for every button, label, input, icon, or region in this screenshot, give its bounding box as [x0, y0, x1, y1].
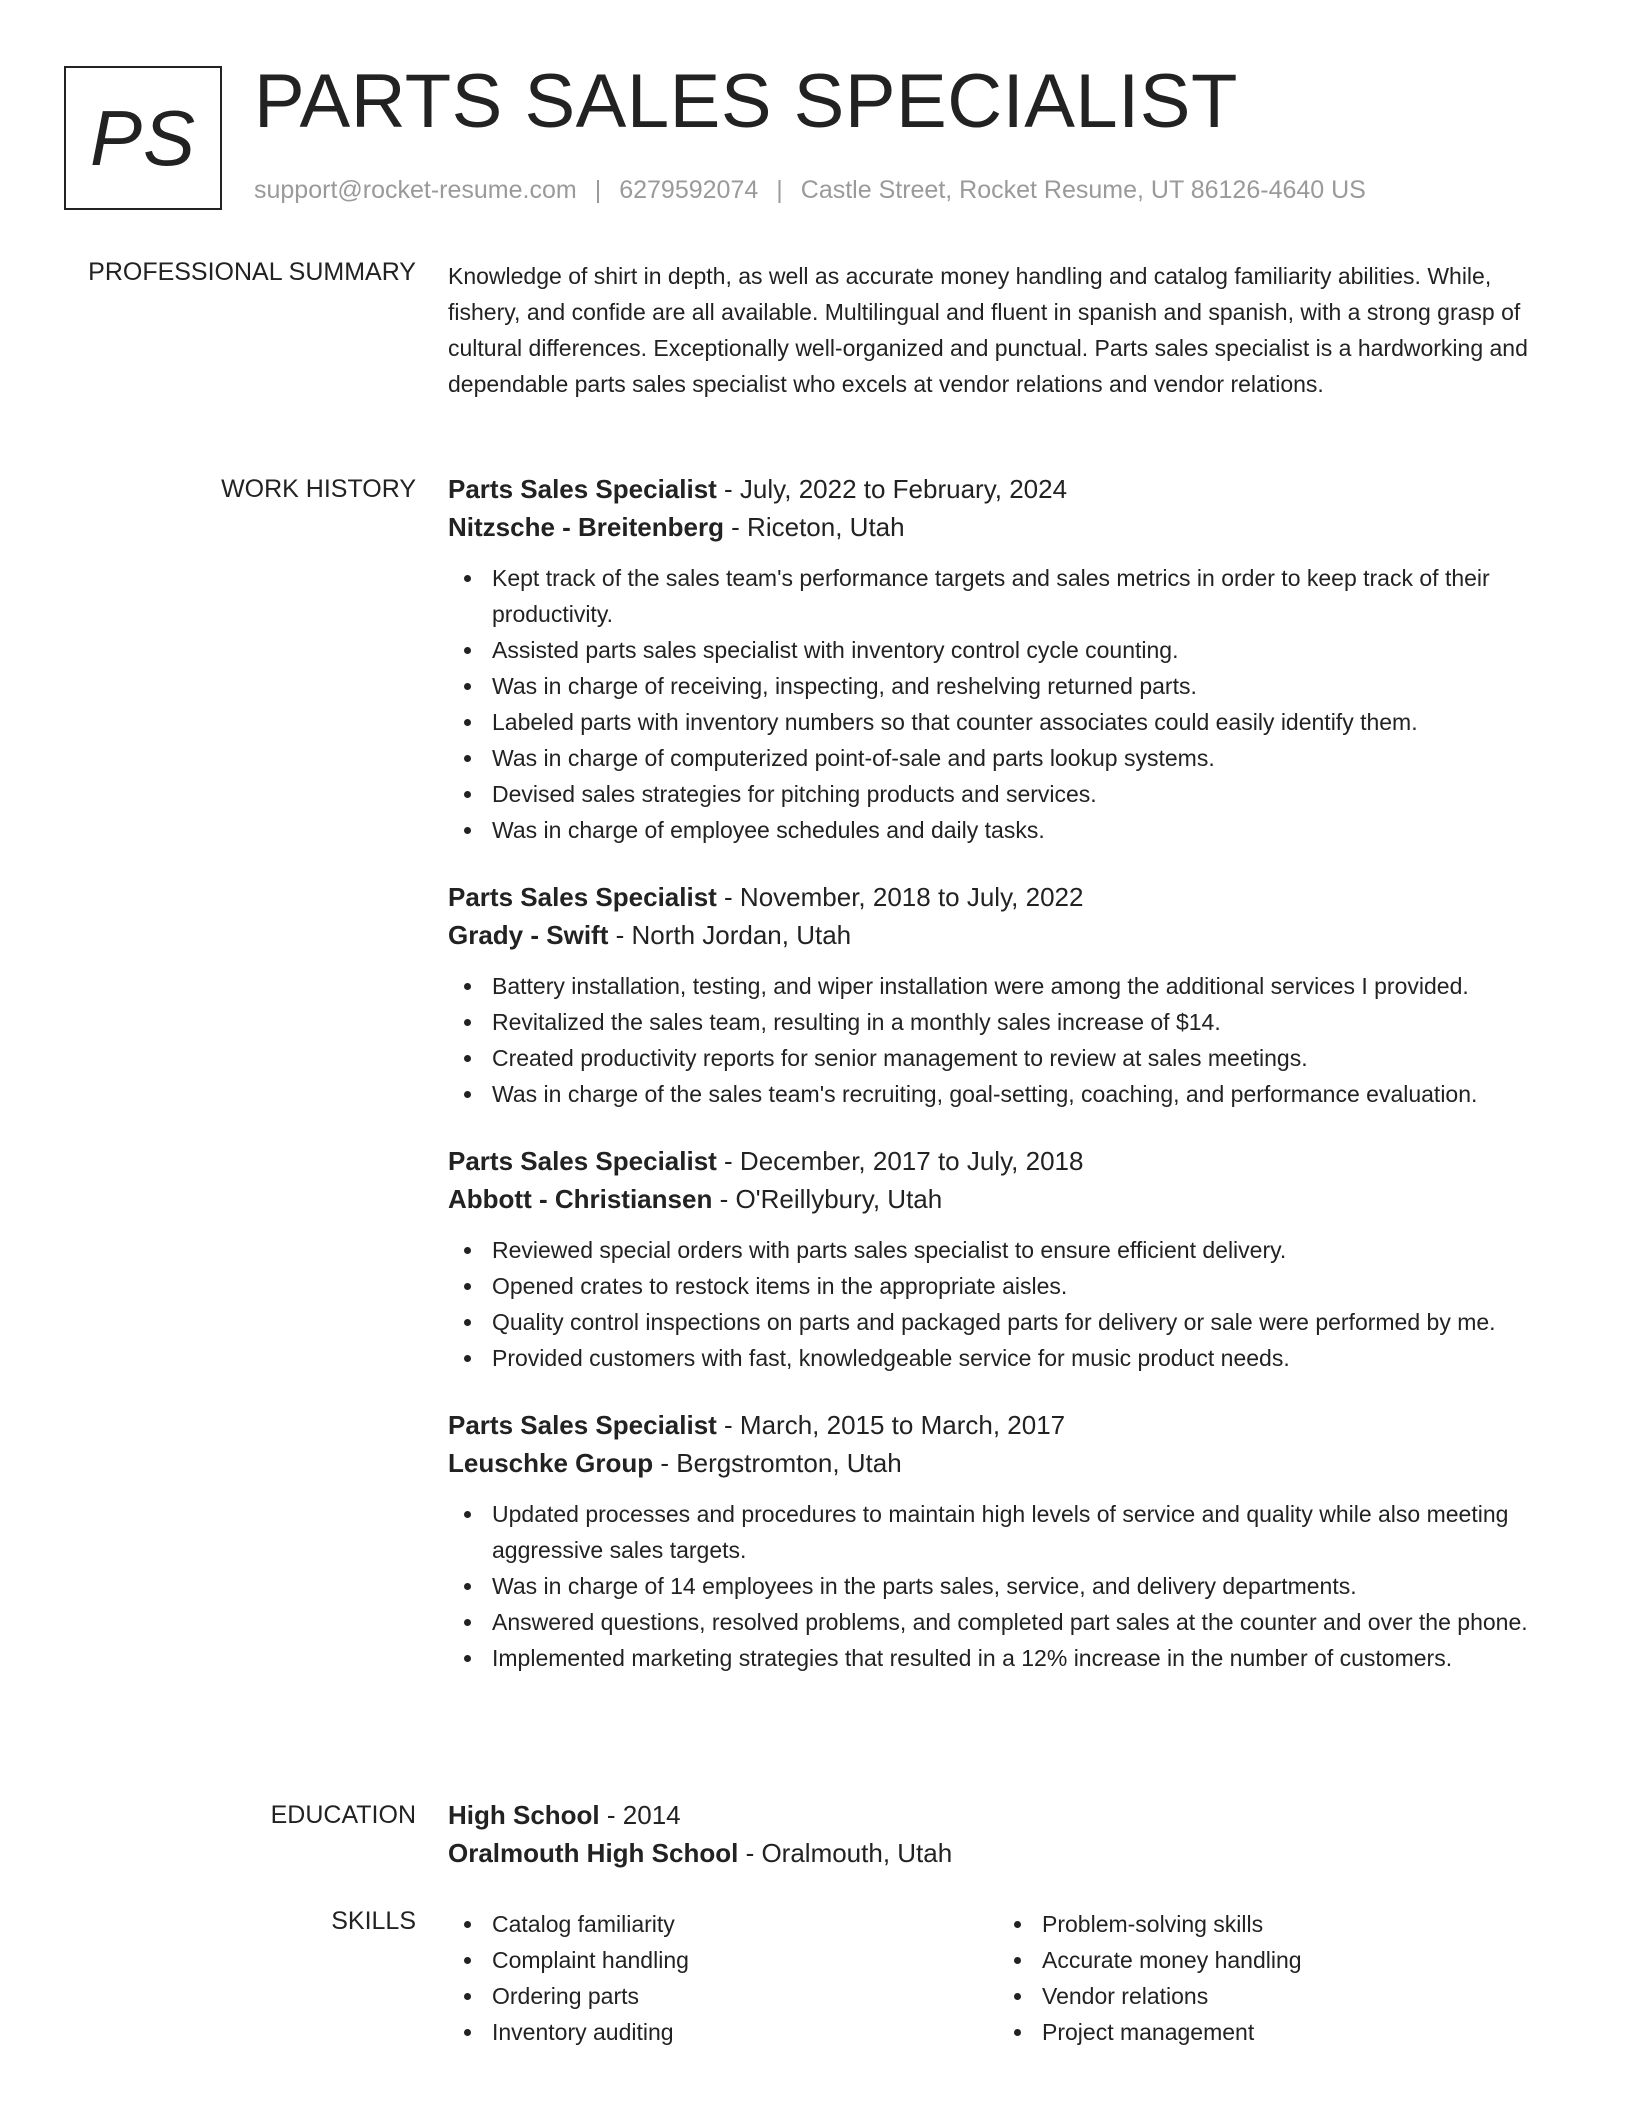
job-entry	[448, 878, 1568, 1112]
job-bullet: Implemented marketing strategies that resulted in a 12% increase in the number of customers.	[448, 1640, 1568, 1676]
education-degree-line	[448, 1796, 1568, 1834]
skill-item: Catalog familiarity	[448, 1906, 998, 1942]
job-bullet: Answered questions, resolved problems, and completed part sales at the counter and over the phone.	[448, 1604, 1568, 1640]
job-bullets	[448, 968, 1568, 1112]
contact-separator: |	[776, 176, 783, 204]
job-bullet: Battery installation, testing, and wiper installation were among the additional services I provided.	[448, 968, 1568, 1004]
job-dates: - November, 2018 to July, 2022	[716, 882, 1084, 912]
job-dates: - March, 2015 to March, 2017	[716, 1410, 1066, 1440]
education-body	[448, 1796, 1568, 1872]
job-bullet: Devised sales strategies for pitching products and services.	[448, 776, 1568, 812]
job-title: Parts Sales Specialist	[448, 1410, 717, 1440]
skill-item: Project management	[998, 2014, 1548, 2050]
job-bullets	[448, 1496, 1568, 1676]
skills-list	[448, 1906, 998, 2050]
job-title-line	[448, 878, 1568, 916]
job-bullet: Was in charge of receiving, inspecting, and reshelving returned parts.	[448, 668, 1568, 704]
job-bullet: Provided customers with fast, knowledgeable service for music product needs.	[448, 1340, 1568, 1376]
job-title: Parts Sales Specialist	[448, 882, 717, 912]
job-bullet: Assisted parts sales specialist with inventory control cycle counting.	[448, 632, 1568, 668]
job-company-line	[448, 1444, 1568, 1482]
skill-item: Inventory auditing	[448, 2014, 998, 2050]
work-history-heading: WORK HISTORY	[221, 475, 416, 503]
job-bullet: Created productivity reports for senior management to review at sales meetings.	[448, 1040, 1568, 1076]
education-degree: High School	[448, 1800, 600, 1830]
job-bullet: Was in charge of computerized point-of-sale and parts lookup systems.	[448, 740, 1568, 776]
job-title-line	[448, 1406, 1568, 1444]
job-bullet: Opened crates to restock items in the appropriate aisles.	[448, 1268, 1568, 1304]
job-dates: - July, 2022 to February, 2024	[716, 474, 1068, 504]
contact-email: support@rocket-resume.com	[254, 176, 577, 204]
job-bullet: Reviewed special orders with parts sales specialist to ensure efficient delivery.	[448, 1232, 1568, 1268]
job-title-line	[448, 470, 1568, 508]
job-company: Nitzsche - Breitenberg	[448, 512, 724, 542]
job-bullets	[448, 560, 1568, 848]
job-company: Grady - Swift	[448, 920, 609, 950]
summary-text: Knowledge of shirt in depth, as well as accurate money handling and catalog familiarity abilities. While, fishery, and confide are all available. Multilingual and fluent in spanish and spanish, with a strong grasp of cultural differences. Exceptionally well-organized and punctual. Parts sales specialist is a hardworking and dependable parts sales specialist who excels at vendor relations and vendor relations.	[448, 263, 1528, 397]
skill-item: Complaint handling	[448, 1942, 998, 1978]
job-location: - Bergstromton, Utah	[653, 1448, 902, 1478]
education-location: - Oralmouth, Utah	[738, 1838, 953, 1868]
skill-item: Accurate money handling	[998, 1942, 1548, 1978]
education-school-line	[448, 1834, 1568, 1872]
education-school: Oralmouth High School	[448, 1838, 739, 1868]
education-heading: EDUCATION	[270, 1801, 416, 1829]
job-bullet: Labeled parts with inventory numbers so that counter associates could easily identify them.	[448, 704, 1568, 740]
job-company-line	[448, 1180, 1568, 1218]
job-bullet: Kept track of the sales team's performance targets and sales metrics in order to keep track of their productivity.	[448, 560, 1568, 632]
skills-body	[448, 1906, 1568, 2050]
skills-grid	[448, 1906, 1568, 2050]
contact-phone: 6279592074	[619, 176, 759, 204]
job-company-line	[448, 508, 1568, 546]
resume-name: PARTS SALES SPECIALIST	[254, 59, 1238, 144]
job-dates: - December, 2017 to July, 2018	[716, 1146, 1084, 1176]
job-entry	[448, 1406, 1568, 1676]
education-year: - 2014	[599, 1800, 681, 1830]
job-title-line	[448, 1142, 1568, 1180]
skill-item: Vendor relations	[998, 1978, 1548, 2014]
summary-heading: PROFESSIONAL SUMMARY	[88, 258, 416, 286]
job-company-line	[448, 916, 1568, 954]
skill-item: Ordering parts	[448, 1978, 998, 2014]
job-location: - North Jordan, Utah	[608, 920, 852, 950]
skill-item: Problem-solving skills	[998, 1906, 1548, 1942]
skills-column-right	[998, 1906, 1548, 2050]
monogram-initials: PS	[89, 93, 197, 182]
job-bullet: Quality control inspections on parts and packaged parts for delivery or sale were performed by me.	[448, 1304, 1568, 1340]
skills-column-left	[448, 1906, 998, 2050]
contact-line	[254, 176, 1366, 205]
job-entry	[448, 470, 1568, 848]
job-bullet: Was in charge of 14 employees in the parts sales, service, and delivery departments.	[448, 1568, 1568, 1604]
job-title: Parts Sales Specialist	[448, 474, 717, 504]
summary-body	[448, 258, 1568, 402]
contact-separator: |	[594, 176, 602, 204]
job-company: Leuschke Group	[448, 1448, 654, 1478]
contact-address: Castle Street, Rocket Resume, UT 86126-4640 US	[800, 176, 1366, 204]
job-title: Parts Sales Specialist	[448, 1146, 717, 1176]
skills-list	[998, 1906, 1548, 2050]
job-bullet: Updated processes and procedures to maintain high levels of service and quality while also meeting aggressive sales targets.	[448, 1496, 1568, 1568]
job-entry	[448, 1142, 1568, 1376]
job-company: Abbott - Christiansen	[448, 1184, 713, 1214]
work-history-body	[448, 470, 1568, 1706]
job-bullets	[448, 1232, 1568, 1376]
job-location: - O'Reillybury, Utah	[712, 1184, 943, 1214]
monogram-box	[64, 66, 222, 210]
job-bullet: Was in charge of employee schedules and daily tasks.	[448, 812, 1568, 848]
job-bullet: Revitalized the sales team, resulting in a monthly sales increase of $14.	[448, 1004, 1568, 1040]
job-bullet: Was in charge of the sales team's recruiting, goal-setting, coaching, and performance evaluation.	[448, 1076, 1568, 1112]
skills-heading: SKILLS	[331, 1907, 416, 1935]
job-location: - Riceton, Utah	[723, 512, 905, 542]
